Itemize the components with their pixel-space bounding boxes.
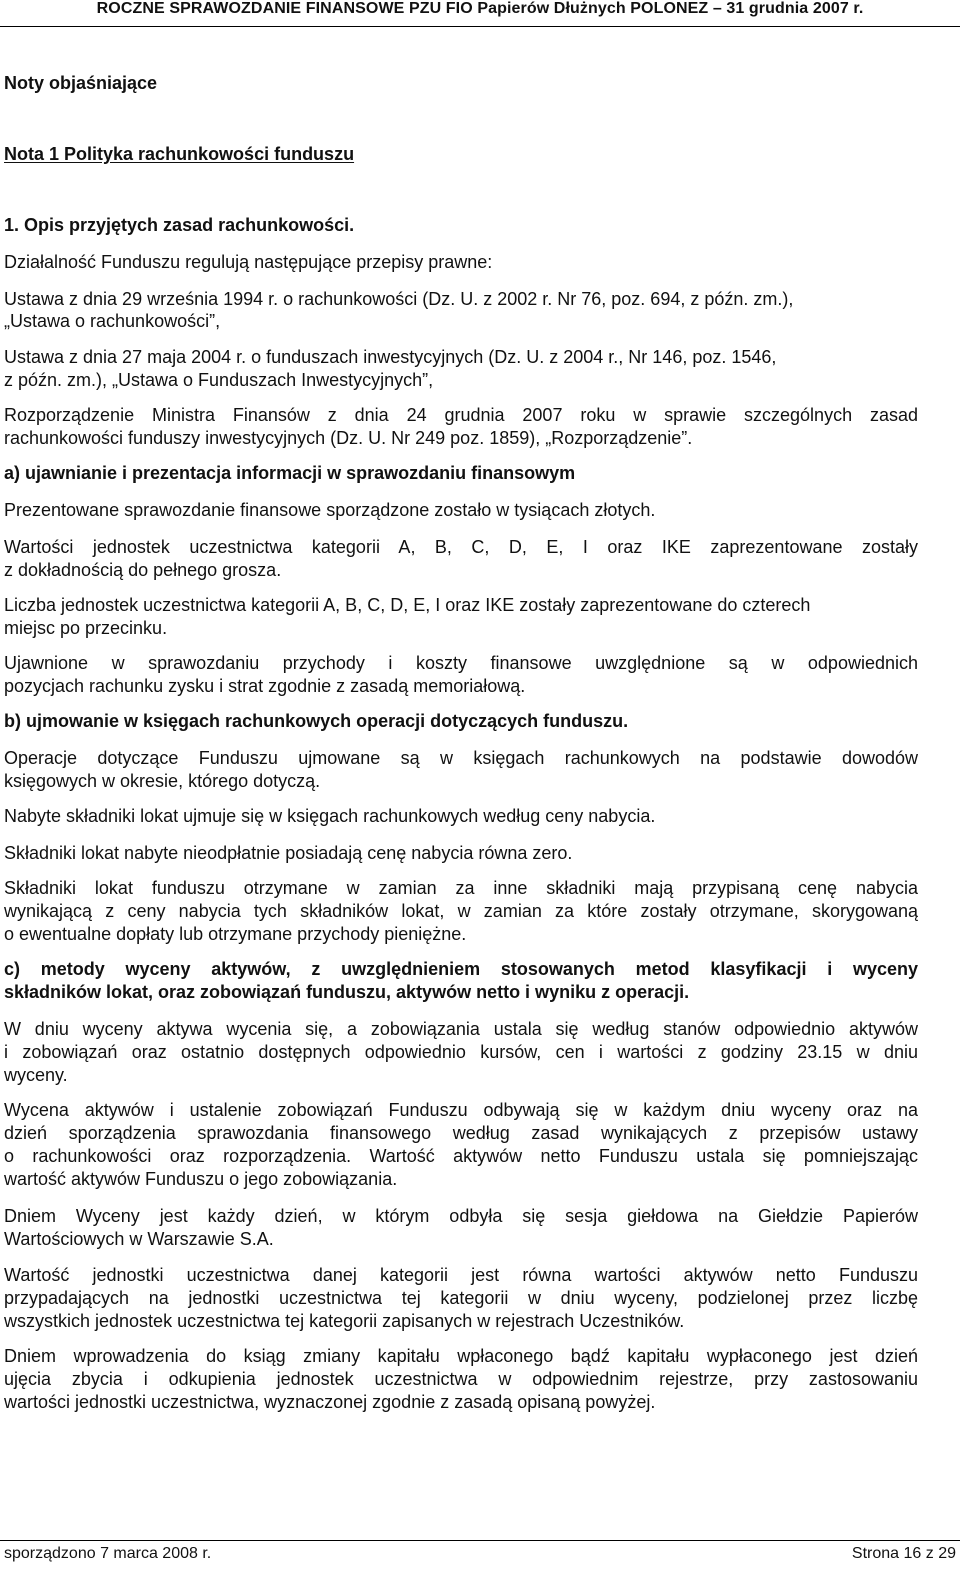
para-c-5-line-2: ujęcia zbycia i odkupienia jednostek uczestnictwa w odpowiednim rejestrze, przy zastosowaniu: [4, 1369, 918, 1389]
page-footer: [0, 1540, 960, 1562]
para-b-3: Składniki lokat nabyte nieodpłatnie posiadają cenę nabycia równa zero.: [4, 843, 573, 863]
para-c-3-line-1: Dniem Wyceny jest każdy dzień, w którym odbyła się sesja giełdowa na Giełdzie Papierów: [4, 1206, 918, 1226]
para-c-2-line-4: wartość aktywów Funduszu o jego zobowiązania.: [4, 1169, 398, 1189]
para-b-4-line-1: Składniki lokat funduszu otrzymane w zamian za inne składniki mają przypisaną cenę nabycia: [4, 878, 918, 898]
para-c-1-line-2: i zobowiązań oraz ostatnio dostępnych odpowiednio kursów, cen i wartości z godziny 23.15 w dniu: [4, 1042, 918, 1062]
para-c-1-line-3: wyceny.: [4, 1065, 68, 1085]
para-c-5-line-3: wartości jednostki uczestnictwa, wyznaczonej zgodnie z zasadą opisaną powyżej.: [4, 1392, 656, 1412]
heading-noty: Noty objaśniające: [4, 73, 158, 93]
para-a-2-line-2: z dokładnością do pełnego grosza.: [4, 560, 282, 580]
para-a-3-line-2: miejsc po przecinku.: [4, 618, 168, 638]
para-c-2-line-3: o rachunkowości oraz rozporządzenia. Wartość aktywów netto Funduszu ustala się pomniejszając: [4, 1146, 918, 1166]
para-a-3-line-1: Liczba jednostek uczestnictwa kategorii A, B, C, D, E, I oraz IKE zostały zaprezentowane do czterech: [4, 595, 811, 615]
para-b-1-line-2: księgowych w okresie, którego dotyczą.: [4, 771, 321, 791]
para-c-2-line-2: dzień sporządzenia sprawozdania finansowego według zasad wynikających z przepisów ustawy: [4, 1123, 918, 1143]
law-3-line-1: Rozporządzenie Ministra Finansów z dnia 24 grudnia 2007 roku w sprawie szczególnych zasad: [4, 405, 918, 425]
heading-nota-1: Nota 1 Polityka rachunkowości funduszu: [4, 144, 355, 164]
para-a-2-line-1: Wartości jednostek uczestnictwa kategorii A, B, C, D, E, I oraz IKE zaprezentowane zostały: [4, 537, 918, 557]
subsection-c-title-line-2: składników lokat, oraz zobowiązań funduszu, aktywów netto i wyniku z operacji.: [4, 982, 690, 1002]
para-b-4-line-2: wynikającą z ceny nabycia tych składników lokat, w zamian za które zostały otrzymane, skorygowaną: [4, 901, 918, 921]
para-a-4-line-2: pozycjach rachunku zysku i strat zgodnie z zasadą memoriałową.: [4, 676, 526, 696]
subsection-c-title-line-1: c) metody wyceny aktywów, z uwzględnieniem stosowanych metod klasyfikacji i wyceny: [4, 959, 918, 979]
law-2-line-1: Ustawa z dnia 27 maja 2004 r. o funduszach inwestycyjnych (Dz. U. z 2004 r., Nr 146, poz. 1546,: [4, 347, 777, 367]
footer-date: sporządzono 7 marca 2008 r.: [4, 1545, 212, 1562]
para-c-3-line-2: Wartościowych w Warszawie S.A.: [4, 1229, 274, 1249]
law-1-line-1: Ustawa z dnia 29 września 1994 r. o rachunkowości (Dz. U. z 2002 r. Nr 76, poz. 694, z późn. zm.),: [4, 289, 794, 309]
para-c-4-line-2: przypadających na jednostki uczestnictwa tej kategorii w dniu wyceny, podzielonej przez liczbę: [4, 1288, 918, 1308]
para-b-2: Nabyte składniki lokat ujmuje się w księgach rachunkowych według ceny nabycia.: [4, 806, 656, 826]
para-c-5-line-1: Dniem wprowadzenia do ksiąg zmiany kapitału wpłaconego bądź kapitału wypłaconego jest dzień: [4, 1346, 918, 1366]
para-b-1-line-1: Operacje dotyczące Funduszu ujmowane są w księgach rachunkowych na podstawie dowodów: [4, 748, 918, 768]
para-c-2-line-1: Wycena aktywów i ustalenie zobowiązań Funduszu odbywają się w każdym dniu wyceny oraz na: [4, 1100, 918, 1120]
law-2-line-2: z późn. zm.), „Ustawa o Funduszach Inwestycyjnych”,: [4, 370, 434, 390]
para-c-1-line-1: W dniu wyceny aktywa wycenia się, a zobowiązania ustala się według stanów odpowiednio aktywów: [4, 1019, 918, 1039]
law-1-line-2: „Ustawa o rachunkowości”,: [4, 311, 221, 331]
page-header: [0, 0, 960, 27]
para-a-4-line-1: Ujawnione w sprawozdaniu przychody i koszty finansowe uwzględnione są w odpowiednich: [4, 653, 918, 673]
section-1-title: 1. Opis przyjętych zasad rachunkowości.: [4, 215, 355, 235]
subsection-a-title: a) ujawnianie i prezentacja informacji w sprawozdaniu finansowym: [4, 463, 576, 483]
header-title: ROCZNE SPRAWOZDANIE FINANSOWE PZU FIO Papierów Dłużnych POLONEZ – 31 grudnia 2007 r.: [96, 0, 864, 17]
para-b-4-line-3: o ewentualne dopłaty lub otrzymane przychody pieniężne.: [4, 924, 467, 944]
intro-paragraph: Działalność Funduszu regulują następujące przepisy prawne:: [4, 252, 493, 272]
footer-page-number: Strona 16 z 29: [851, 1545, 956, 1562]
subsection-b-title: b) ujmowanie w księgach rachunkowych operacji dotyczących funduszu.: [4, 711, 629, 731]
law-3-line-2: rachunkowości funduszy inwestycyjnych (Dz. U. Nr 249 poz. 1859), „Rozporządzenie”.: [4, 428, 693, 448]
para-c-4-line-1: Wartość jednostki uczestnictwa danej kategorii jest równa wartości aktywów netto Funduszu: [4, 1265, 918, 1285]
para-a-1: Prezentowane sprawozdanie finansowe sporządzone zostało w tysiącach złotych.: [4, 500, 656, 520]
para-c-4-line-3: wszystkich jednostek uczestnictwa tej kategorii zapisanych w rejestrach Uczestników.: [4, 1311, 685, 1331]
